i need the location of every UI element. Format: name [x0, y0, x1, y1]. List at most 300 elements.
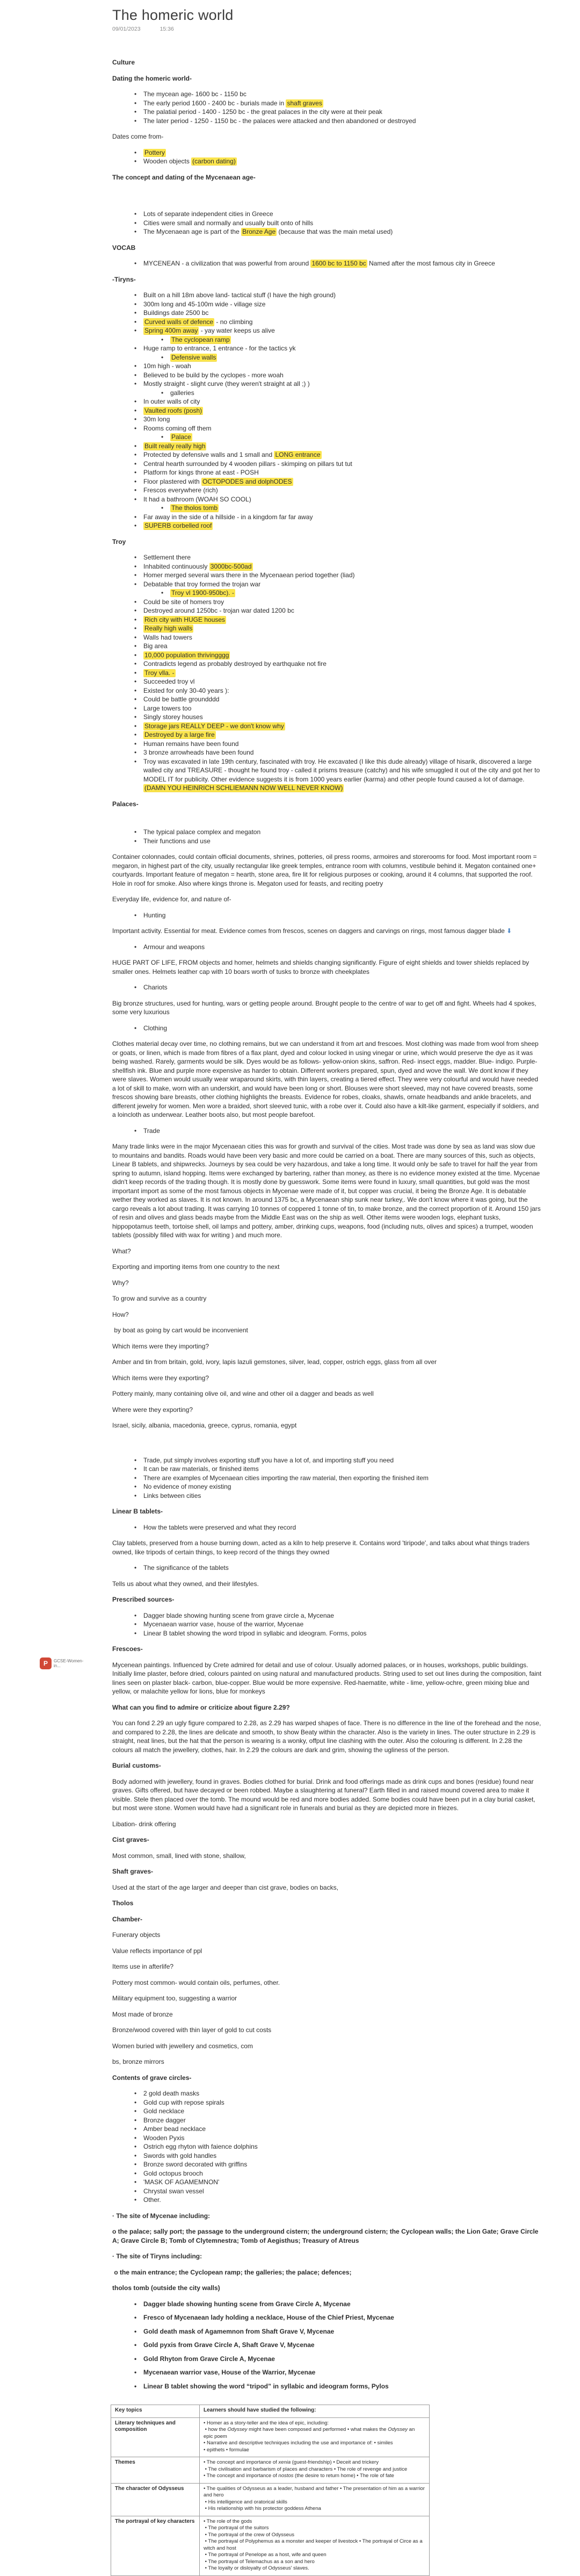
text-run: tholos tomb (outside the city walls)	[112, 2284, 220, 2292]
text-run: Big bronze structures, used for hunting, wars or getting people around. Brought people to the centre of war to get off and fight. Wheels had 4 spokes, some very luxurious	[112, 999, 536, 1016]
text-run: · The site of Tiryns including:	[112, 2252, 202, 2260]
text-run: an epic poem	[204, 2427, 415, 2439]
text-run: 3 bronze arrowheads have been found	[143, 749, 254, 756]
bullet-item	[112, 406, 542, 415]
text-run: Mostly straight - slight curve (they weren't straight at all ;) )	[143, 380, 310, 388]
bullet-item	[112, 227, 542, 236]
text-run: Dates come from-	[112, 133, 164, 140]
spacer	[112, 1437, 542, 1449]
paragraph	[112, 1374, 542, 1383]
text-run: • The portrayal of Penelope as a host, wife and queen	[204, 2552, 327, 2558]
text-run: • The concept and importance of	[204, 2459, 279, 2465]
highlighted-text: 3000bc-500ad	[210, 562, 252, 570]
text-run: Bronze dagger	[143, 2116, 186, 2124]
paragraph	[112, 1358, 542, 1367]
text-run: Chariots	[143, 984, 168, 991]
highlighted-text: Vaulted roofs (posh)	[144, 406, 202, 414]
bullet-item	[112, 2151, 542, 2161]
highlighted-text: OCTOPODES and dolphODES	[202, 477, 292, 485]
text-run: Hunting	[143, 911, 166, 919]
bullet-item	[112, 2116, 542, 2125]
table-line	[204, 2447, 425, 2454]
bullet-item	[112, 326, 542, 335]
text-run: The Mycenaean age is part of the	[143, 228, 242, 235]
paragraph	[112, 1539, 542, 1556]
text-run: Debatable that troy formed the trojan war	[143, 580, 261, 588]
bullet-item	[112, 651, 542, 660]
highlighted-text: Troy vlla. -	[144, 669, 175, 677]
table-content-cell	[200, 2483, 430, 2516]
bullet-item	[112, 704, 542, 713]
text-run: Dagger blade showing hunting scene from Grave Circle A, Mycenae	[143, 2300, 351, 2308]
text-run: Most common, small, lined with stone, shallow,	[112, 1852, 246, 1860]
bullet-item	[112, 371, 542, 380]
text-run: MYCENEAN - a civilization that was powerful from around	[143, 260, 311, 267]
bullet-item	[112, 2300, 542, 2309]
table-content-cell	[200, 2417, 430, 2457]
text-run: Pottery mainly, many containing olive oil, and wine and other oil a dagger and beads as well	[112, 1390, 374, 1397]
paragraph	[112, 2284, 542, 2293]
paragraph	[112, 1978, 542, 1987]
paragraph	[112, 132, 542, 141]
text-run: Believed to be build by the cyclopes - more woah	[143, 371, 284, 379]
bullet-list	[112, 1563, 542, 1573]
text-run: Named after the most famous city in Greece	[367, 260, 495, 267]
text-run: Items use in afterlife?	[112, 1963, 174, 1970]
bullet-item	[112, 468, 542, 477]
bullet-item	[112, 415, 542, 424]
paragraph	[112, 1421, 542, 1430]
text-run: Gold octopus brooch	[143, 2169, 203, 2177]
bullet-item	[112, 1456, 542, 1465]
paragraph	[112, 1279, 542, 1288]
paragraph	[112, 1326, 542, 1335]
text-run: Swords with gold handles	[143, 2151, 217, 2159]
table-line	[204, 2506, 425, 2513]
highlighted-text: LONG entrance	[275, 451, 321, 458]
bullet-item	[112, 943, 542, 952]
section-heading: Culture	[112, 59, 135, 66]
bullet-item	[112, 308, 542, 318]
table-line	[204, 2427, 425, 2440]
spacer	[112, 815, 542, 821]
bullet-list	[112, 148, 542, 166]
paragraph	[112, 1262, 542, 1272]
table-line	[204, 2559, 425, 2566]
text-run: Important activity. Essential for meat. Evidence comes from frescos, scenes on daggers and carvings on rings, most famous dagger blade	[112, 927, 507, 935]
table-header-cell: Learners should have studied the following:	[200, 2405, 430, 2418]
section-heading: Prescribed sources-	[112, 1596, 175, 1603]
text-run: Lots of separate independent cities in Greece	[143, 210, 273, 218]
highlighted-text: Destroyed by a large fire	[144, 731, 215, 738]
text-run: Which items were they importing?	[112, 1342, 209, 1350]
paragraph	[112, 2042, 542, 2051]
text-run: 2 gold death masks	[143, 2090, 200, 2097]
section-heading: The concept and dating of the Mycenaean age-	[112, 173, 256, 181]
bullet-item	[112, 2125, 542, 2134]
text-run: Cities were small and normally and usually built onto of hills	[143, 219, 314, 227]
table-topic-cell: The portrayal of key characters	[111, 2516, 200, 2575]
bullet-item	[112, 90, 542, 99]
highlighted-text: Really high walls	[144, 625, 193, 632]
bullet-item	[112, 695, 542, 704]
text-run: Central hearth surrounded by 4 wooden pillars - skimping on pillars tut tut	[143, 460, 352, 468]
paragraph	[112, 1852, 542, 1861]
bullet-list	[112, 828, 542, 845]
highlighted-text: Defensive walls	[171, 353, 216, 361]
highlighted-text: Spring 400m away	[144, 327, 198, 334]
highlighted-text: Curved walls of defence	[144, 318, 214, 326]
text-run: o the palace; sally port; the passage to the underground cistern; the underground cistern; the Cyclopean walls; the Lion Gate; Grave Circle A; Grave Circle B; Tomb of Clytemnestra; Tomb of Aegisthus; Treasury of Atreus	[112, 2228, 539, 2244]
bullet-item	[112, 615, 542, 625]
bullet-item	[112, 2341, 542, 2350]
text-run: The early period 1600 - 2400 bc - burials made in	[143, 99, 286, 107]
section-heading: Frescoes-	[112, 1645, 143, 1653]
paragraph	[112, 1777, 542, 1813]
text-run: There are examples of Mycenaean cities importing the raw material, then exporting the finished item	[143, 1474, 429, 1482]
text-run: Clothing	[143, 1024, 168, 1032]
text-run: Existed for only 30-40 years ):	[143, 686, 229, 694]
paragraph	[112, 852, 542, 888]
text-run: The significance of the tablets	[143, 1564, 229, 1572]
table-content-cell	[200, 2516, 430, 2575]
text-run: Many trade links were in the major Mycenaean cities this was for growth and survival of the cities. Most trade was done by sea as land was slow due to mountains and bandits. Roads would have been very basic and more could be carried on a boat. There are many sources of this, such as objects, Linear B tablets, and shipwrecks. Journeys by sea could be very hazardous, and take a long time. It would only be safe to travel for half the year from spring to autumn, island hopping. Items were exchanged by bartering, rather than money, as there is no evidence money existed at the time. Mycenae didn't keep records of the trading though. It is mostly done by guesswork. Some items were found in luxury, small quantities, but gold was the most important import as some of the most famous objects in Mycenae were made of it, but copper was crucial, it being the Bronze Age. It is debatable wether they worked as slaves. It is not known. In around 1375 bc, a Mycenaean ship sunk near turkey,. We don't know where it was going, but the cargo reveals a lot about trading. It was carrying 10 tonnes of coppered 1 tonne of tin, to make bronze, and the correct proportion of it. Around 150 jars of resin and olives and glass beads maybe from the Middle East was on the ship as well. Other items were wooden logs, elephant tusks, hippopotamus teeth, tortoise shell, oil lamps and pottery, amber, drinking cups, weapons, food (including nuts, olives and spices) a trumpet, wooden tablets (possibly filled with wax for writing ) and much more.	[112, 1143, 541, 1239]
bullet-item	[112, 1491, 542, 1501]
table-header-cell: Key topics	[111, 2405, 200, 2418]
text-run: Odyssey	[227, 2427, 248, 2433]
text-run: 30m long	[143, 415, 170, 423]
highlighted-text: Built really really high	[144, 442, 206, 450]
text-run: o the main entrance; the Cyclopean ramp; the galleries; the palace; defences;	[112, 2268, 352, 2276]
text-run: Everyday life, evidence for, and nature of-	[112, 895, 231, 903]
bullet-item	[112, 117, 542, 126]
table-line	[204, 2518, 425, 2525]
table-topic-cell: Literary techniques and composition	[111, 2417, 200, 2457]
paragraph	[112, 1294, 542, 1303]
highlighted-text: 10,000 population thrivingggg	[144, 651, 229, 659]
text-run: • Narrative and descriptive techniques including the use and importance of: • similes	[204, 2440, 393, 2446]
bullet-item	[112, 1620, 542, 1629]
attachment-filename: GCSE-Women-in...	[54, 1659, 84, 1668]
bullet-list	[112, 90, 542, 125]
bullet-item	[112, 598, 542, 607]
text-run: (because that was the main metal used)	[277, 228, 393, 235]
text-run: Funerary objects	[112, 1931, 161, 1939]
text-run: HUGE PART OF LIFE, FROM objects and homer, helmets and shields changing significantly. Figure of eight shields and tower shields replaced by smaller ones. Helmets leather cap with 10 boars worth of tusks to bronze with cheekplates	[112, 959, 530, 975]
paragraph	[112, 2057, 542, 2066]
bullet-list	[112, 1611, 542, 1638]
bullet-list	[112, 291, 542, 530]
paragraph	[112, 1962, 542, 1971]
paragraph	[112, 927, 542, 936]
text-run: Their functions and use	[143, 837, 211, 845]
text-run: • The portrayal of the suitors	[204, 2525, 269, 2531]
paragraph	[112, 1947, 542, 1956]
text-run: Exporting and importing items from one country to the next	[112, 1263, 280, 1271]
table-row	[111, 2417, 430, 2457]
text-run: Wooden objects	[143, 157, 192, 165]
text-run: • The portrayal of Telemachus as a son and hero	[204, 2558, 315, 2565]
text-run: What?	[112, 1247, 131, 1255]
text-run: Built on a hill 18m above land- tactical stuff (I have the high ground)	[143, 291, 336, 299]
bullet-item	[112, 1465, 542, 1474]
text-run: Most made of bronze	[112, 2010, 173, 2018]
bullet-item	[112, 521, 542, 530]
bullet-item	[112, 1024, 542, 1033]
text-run: • The concept and importance of	[204, 2473, 279, 2479]
text-run: Fresco of Mycenaean lady holding a necklace, House of the Chief Priest, Mycenae	[143, 2314, 394, 2321]
bullet-item	[112, 300, 542, 309]
text-run: Bronze/wood covered with thin layer of gold to cut costs	[112, 2026, 272, 2034]
bullet-list	[112, 983, 542, 992]
section-heading: Shaft graves-	[112, 1868, 154, 1875]
text-run: Bronze sword decorated with griffins	[143, 2161, 248, 2168]
bullet-item	[112, 2178, 542, 2187]
bullet-item	[112, 2098, 542, 2107]
bullet-item	[112, 983, 542, 992]
bullet-item	[112, 553, 542, 562]
text-run: Why?	[112, 1279, 129, 1287]
text-run: Women buried with jewellery and cosmetics, com	[112, 2042, 253, 2050]
table-row	[111, 2483, 430, 2516]
text-run: Could be site of homers troy	[143, 598, 224, 606]
text-run: Floor plastered with	[143, 477, 202, 485]
bullet-item	[112, 107, 542, 117]
text-run: Trade	[143, 1126, 160, 1135]
bullet-item	[112, 2313, 542, 2322]
bullet-item	[112, 2382, 542, 2391]
text-run: Military equipment too, suggesting a warrior	[112, 1994, 237, 2002]
text-run: Where were they exporting?	[112, 1405, 193, 1413]
bullet-item	[112, 580, 542, 589]
text-run: How?	[112, 1310, 129, 1318]
text-run: Body adorned with jewellery, found in graves. Bodies clothed for burial. Drink and food offerings made as drink cups and bones (residue) found near graves. Gifts offered, but have decayed or been robbed. Maybe a slaughtering at funeral? Earth filled in and raised mound covered area to make it visible. Stele then placed over the tomb. The mound would be red and more bodies added. Some bodies could have been put in a clay burial casket, but most were stone. Women would have had a significant role in funerals and burial as they are depicted more in friezes.	[112, 1777, 535, 1812]
table-line	[204, 2420, 425, 2427]
spacer	[112, 189, 542, 203]
text-run: 300m long and 45-100m wide - village size	[143, 300, 266, 308]
paragraph	[112, 1247, 542, 1256]
highlighted-text: SUPERB corbelled roof	[144, 522, 212, 529]
text-run: The typical palace complex and megaton	[143, 828, 261, 836]
attachment-chip[interactable]	[40, 1657, 88, 1669]
bullet-item	[112, 353, 542, 362]
text-run: Large towers too	[143, 704, 192, 712]
bullet-item	[112, 589, 542, 598]
text-run: Pottery most common- would contain oils, perfumes, other.	[112, 1978, 280, 1986]
highlighted-text: Bronze Age	[242, 228, 276, 235]
bullet-item	[112, 379, 542, 389]
paragraph	[112, 999, 542, 1017]
table-line	[204, 2486, 425, 2499]
bullet-item	[112, 219, 542, 228]
bullet-item	[112, 495, 542, 504]
text-run: Used at the start of the age larger and deeper than cist grave, bodies on backs,	[112, 1883, 338, 1891]
bullet-item	[112, 1611, 542, 1620]
section-heading: Chamber-	[112, 1915, 143, 1923]
bullet-list	[112, 553, 542, 793]
table-line	[204, 2552, 425, 2559]
table-line	[204, 2466, 425, 2473]
text-run: Chrystal swan vessel	[143, 2187, 204, 2195]
bullet-item	[112, 318, 542, 327]
text-run: Linear B tablet showing the word “tripod” in syllabic and ideogram forms, Pylos	[143, 2382, 389, 2390]
text-run: Gold cup with repose spirals	[143, 2098, 224, 2106]
text-run: Gold necklace	[143, 2107, 185, 2115]
bullet-item	[112, 157, 542, 166]
bullet-item	[112, 2368, 542, 2377]
text-run: Singly storey houses	[143, 713, 203, 721]
text-run: Could be battle groundddd	[143, 695, 220, 703]
text-run: Mycenaean warrior vase, House of the Warrior, Mycenae	[143, 2369, 316, 2376]
bullet-item	[112, 713, 542, 722]
section-heading: Contents of grave circles-	[112, 2073, 192, 2082]
text-run: Troy was excavated in late 19th century, fascinated with troy. He excavated (I like this dude already) village of hisarik, discovered a large walled city and TREASURE - thought he found troy - called it prisms treasure (catchy) and his wife smuggled it out of the city and got her to MODEL IT for publicity. Other evidence suggests it is from 1000 years earlier (karma) and other people found caused a lot of damage.	[143, 757, 540, 783]
bullet-item	[112, 335, 542, 345]
bullet-item	[112, 2355, 542, 2364]
bullet-list	[112, 259, 542, 268]
bullet-item	[112, 633, 542, 642]
section-heading: Tholos	[112, 1899, 134, 1907]
powerpoint-file-icon[interactable]: P	[40, 1657, 52, 1669]
highlighted-text: The cyclopean ramp	[171, 335, 230, 343]
paragraph	[112, 1342, 542, 1351]
bullet-item	[112, 757, 542, 793]
highlighted-text: Palace	[171, 433, 191, 441]
table-line	[204, 2525, 425, 2532]
bullet-item	[112, 2134, 542, 2143]
bullet-item	[112, 2089, 542, 2098]
bullet-item	[112, 442, 542, 451]
section-heading: What can you find to admire or criticize about figure 2.29?	[112, 1703, 290, 1711]
content-column	[112, 0, 542, 2576]
text-run: Gold pyxis from Grave Circle A, Shaft Grave V, Mycenae	[143, 2341, 315, 2349]
highlighted-text: (carbon dating)	[192, 157, 236, 165]
highlighted-text: The tholos tomb	[171, 504, 218, 512]
text-run: Contradicts legend as probably destroyed by earthquake not fire	[143, 660, 327, 668]
bullet-item	[112, 730, 542, 740]
text-run: No evidence of money existing	[143, 1483, 231, 1490]
bullet-item	[112, 424, 542, 433]
bullet-item	[112, 477, 542, 486]
section-heading: Troy	[112, 537, 126, 546]
section-heading: VOCAB	[112, 243, 136, 252]
bullet-item	[112, 259, 542, 268]
paragraph	[112, 1310, 542, 1319]
page-meta	[112, 25, 542, 34]
table-row	[111, 2457, 430, 2484]
paragraph	[112, 1931, 542, 1940]
paragraph	[112, 1580, 542, 1589]
paragraph	[112, 2268, 542, 2277]
bullet-item	[112, 606, 542, 615]
text-run: Buildings date 2500 bc	[143, 309, 209, 317]
bullet-list	[112, 943, 542, 952]
section-heading: Dating the homeric world-	[112, 74, 192, 82]
bullet-item	[112, 460, 542, 469]
highlighted-text: Troy vl 1900-950bc). -	[171, 589, 234, 597]
paragraph	[112, 1142, 542, 1240]
text-run: by boat as going by cart would be inconvenient	[112, 1326, 248, 1334]
text-run: 'MASK OF AGAMEMNON'	[143, 2178, 220, 2186]
paragraph	[112, 1719, 542, 1754]
bullet-item	[112, 642, 542, 651]
text-run: Value reflects importance of ppl	[112, 1947, 202, 1955]
table-line	[204, 2499, 425, 2506]
text-run: Links between cities	[143, 1491, 201, 1499]
table-topic-cell: Themes	[111, 2457, 200, 2484]
text-run: It had a bathroom (WOAH SO COOL)	[143, 495, 251, 503]
text-run: • The qualities of Odysseus as a leader, husband and father • The presentation of him as a warrior and hero	[204, 2485, 425, 2498]
bullet-item	[112, 2107, 542, 2116]
bullet-item	[112, 504, 542, 513]
bullet-item	[112, 2327, 542, 2336]
text-run: Frescos everywhere (rich)	[143, 486, 218, 494]
bullet-item	[112, 2187, 542, 2196]
text-run: Huge ramp to entrance, 1 entrance - for the tactics yk	[143, 345, 296, 352]
text-run: Rooms coming off them	[143, 424, 212, 432]
text-run: Linear B tablet showing the word tripod in syllabic and ideogram. Forms, polos	[143, 1629, 367, 1637]
text-run: Gold Rhyton from Grave Circle A, Mycenae	[143, 2355, 275, 2363]
paragraph	[112, 1405, 542, 1415]
text-run: The palatial period - 1400 - 1250 bc - the great palaces in the city were at their peak	[143, 108, 382, 116]
bullet-item	[112, 397, 542, 406]
bullet-item	[112, 1482, 542, 1491]
page-title: The homeric world	[112, 7, 234, 23]
bullet-item	[112, 669, 542, 678]
page-time: 15:36	[160, 25, 174, 32]
bullet-list	[112, 911, 542, 920]
text-run: You can fond 2.29 an ugly figure compared to 2.28, as 2.29 has warped shapes of face. There is no difference in the line of the forehead and the nose, and compared to 2.28, the lines are delicate and smooth, to show Beaty within the character. Also is the variety in lines. The outer structure in 2.29 is straight, neat lines, but the hat that the person is wearing is a wonky, offput line clashing with the outer. Also the colouring is different. In 2.28 the colours all match the jewellery, clothes, hair. In 2.29 the colours are dark and grim, showing the ugliness of the person.	[112, 1719, 541, 1754]
section-heading: Cist graves-	[112, 1836, 149, 1843]
bullet-item	[112, 1563, 542, 1573]
text-run: Trade, put simply involves exporting stuff you have a lot of, and importing stuff you need	[143, 1456, 394, 1464]
bullet-list	[112, 1456, 542, 1501]
text-run: nostos	[278, 2473, 294, 2479]
text-run: Succeeded troy vl	[143, 678, 195, 685]
page-date: 09/01/2023	[112, 25, 141, 32]
table-line	[204, 2565, 425, 2572]
table-row	[111, 2516, 430, 2575]
table-topic-cell: The character of Odysseus	[111, 2483, 200, 2516]
bullet-item	[112, 291, 542, 300]
bullet-item	[112, 1629, 542, 1638]
paragraph	[112, 1994, 542, 2003]
bullet-item	[112, 2160, 542, 2169]
text-run: Other.	[143, 2196, 161, 2204]
highlighted-text: shaft graves	[287, 99, 322, 107]
text-run: might have been composed and performed • what makes the	[247, 2427, 388, 2433]
paragraph	[112, 2212, 542, 2221]
paragraph	[112, 958, 542, 976]
bullet-item	[112, 828, 542, 837]
note-body	[112, 58, 542, 2576]
text-run: Mycenean paintings. Influenced by Crete admired for detail and use of colour. Usually adorned palaces, or in houses, workshops, public buildings. Initially lime plaster, before dried, colours painted on using natural and manufactured products. String used to set out lines during the composition, faint lines seen on plaster black- carbon, blue-copper. Blue would be more expensive. Red-haematite, white - lime, yellow-ochre, green mixing blue and yellow, or malachite yellow for lions, blue for monkeys	[112, 1661, 542, 1695]
text-run: • how the	[204, 2427, 228, 2433]
bullet-item	[112, 486, 542, 495]
bullet-item	[112, 2142, 542, 2151]
text-run: Which items were they exporting?	[112, 1374, 209, 1382]
text-run: Settlement there	[143, 554, 191, 561]
paragraph	[112, 895, 542, 904]
text-run: - no climbing	[214, 318, 253, 326]
text-run: Walls had towers	[143, 633, 192, 641]
bullet-item	[112, 686, 542, 695]
paragraph	[112, 2252, 542, 2261]
text-run: In outer walls of city	[143, 398, 200, 405]
text-run: The later period - 1250 - 1150 bc - the palaces were attacked and then abandoned or destroyed	[143, 117, 416, 125]
bullet-item	[112, 433, 542, 442]
paragraph	[112, 1820, 542, 1829]
